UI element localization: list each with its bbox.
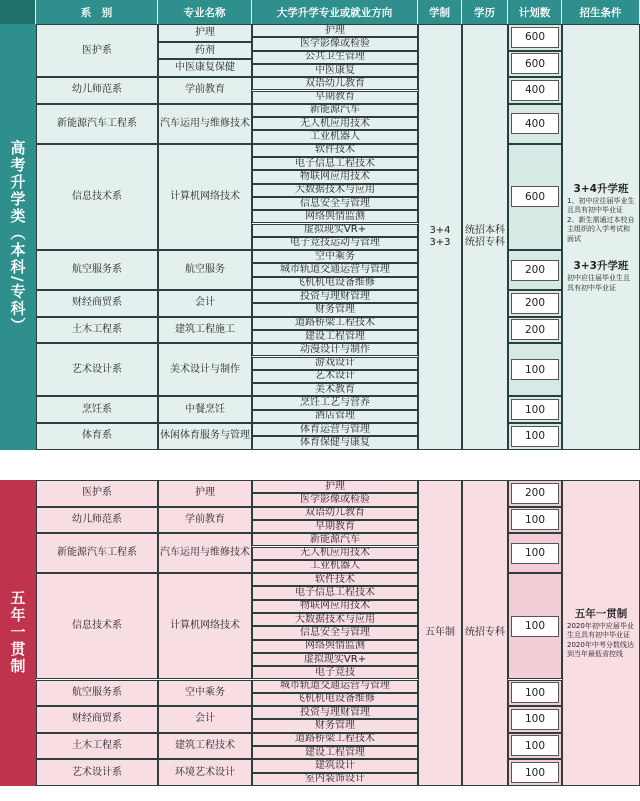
direction-cell: 工业机器人 xyxy=(252,560,418,573)
direction-cell: 体育保健与康复 xyxy=(252,436,418,449)
major-cell: 学前教育 xyxy=(158,507,252,534)
direction-cell: 医学影像或检验 xyxy=(252,37,418,50)
direction-cell: 无人机应用技术 xyxy=(252,547,418,560)
direction-cell: 信息安全与管理 xyxy=(252,626,418,639)
direction-cell: 美术教育 xyxy=(252,383,418,396)
direction-cell: 大数据技术与应用 xyxy=(252,613,418,626)
count-value: 100 xyxy=(511,543,559,564)
direction-cell: 建设工程管理 xyxy=(252,746,418,759)
count-cell xyxy=(508,343,562,396)
count-cell xyxy=(508,423,562,450)
direction-cell: 公共卫生管理 xyxy=(252,51,418,64)
major-cell: 药剂 xyxy=(158,42,252,60)
header-col-condition: 招生条件 xyxy=(562,0,640,24)
count-value: 600 xyxy=(511,53,559,74)
direction-cell: 医学影像或检验 xyxy=(252,493,418,506)
major-cell: 建筑工程施工 xyxy=(158,317,252,344)
direction-cell: 电子竞技运动与管理 xyxy=(252,237,418,250)
section-label: 高考升学类（本科/专科） xyxy=(0,24,36,450)
count-cell xyxy=(508,290,562,317)
count-cell xyxy=(508,573,562,679)
direction-cell: 动漫设计与制作 xyxy=(252,343,418,356)
condition-cell xyxy=(562,24,640,450)
dept-cell: 土木工程系 xyxy=(36,733,158,760)
major-cell: 汽车运用与维修技术 xyxy=(158,533,252,573)
major-cell: 空中乘务 xyxy=(158,680,252,707)
dept-cell: 新能源汽车工程系 xyxy=(36,533,158,573)
header-col-dept: 系 别 xyxy=(36,0,158,24)
direction-cell: 新能源汽车 xyxy=(252,104,418,117)
education-cell: 统招本科 统招专科 xyxy=(462,24,508,450)
dept-cell: 新能源汽车工程系 xyxy=(36,104,158,144)
dept-cell: 航空服务系 xyxy=(36,680,158,707)
direction-cell: 财务管理 xyxy=(252,303,418,316)
direction-cell: 飞机机电设备维修 xyxy=(252,693,418,706)
direction-cell: 无人机应用技术 xyxy=(252,117,418,130)
duration-cell: 五年制 xyxy=(418,480,462,786)
direction-cell: 城市轨道交通运营与管理 xyxy=(252,263,418,276)
direction-cell: 投资与理财管理 xyxy=(252,706,418,719)
condition-note: 1、初中应往届毕业生且具有初中毕业证 2、新生需通过本校自主组织的入学考试和面试 xyxy=(567,196,635,243)
count-cell xyxy=(508,396,562,423)
major-cell: 美术设计与制作 xyxy=(158,343,252,396)
count-cell xyxy=(508,144,562,250)
direction-cell: 软件技术 xyxy=(252,144,418,157)
count-value: 100 xyxy=(511,735,559,756)
major-cell: 环境艺术设计 xyxy=(158,759,252,786)
dept-cell: 财经商贸系 xyxy=(36,290,158,317)
direction-cell: 游戏设计 xyxy=(252,357,418,370)
count-cell xyxy=(508,104,562,144)
header-col-count: 计划数 xyxy=(508,0,562,24)
direction-cell: 电子信息工程技术 xyxy=(252,157,418,170)
count-value: 600 xyxy=(511,27,559,48)
direction-cell: 软件技术 xyxy=(252,573,418,586)
direction-cell: 物联网应用技术 xyxy=(252,600,418,613)
direction-cell: 道路桥梁工程技术 xyxy=(252,317,418,330)
direction-cell: 网络舆情监测 xyxy=(252,210,418,223)
direction-cell: 道路桥梁工程技术 xyxy=(252,733,418,746)
count-cell xyxy=(508,533,562,573)
direction-cell: 护理 xyxy=(252,24,418,37)
direction-cell: 投资与理财管理 xyxy=(252,290,418,303)
count-value: 100 xyxy=(511,359,559,380)
count-value: 100 xyxy=(511,399,559,420)
major-cell: 航空服务 xyxy=(158,250,252,290)
condition-title: 五年一贯制 xyxy=(574,607,628,620)
condition-note: 初中应往届毕业生且具有初中毕业证 xyxy=(567,274,630,292)
count-cell xyxy=(508,759,562,786)
direction-cell: 烹饪工艺与营养 xyxy=(252,396,418,409)
direction-cell: 空中乘务 xyxy=(252,250,418,263)
condition-title: 3+4升学班 xyxy=(573,182,629,195)
count-value: 100 xyxy=(511,426,559,447)
section-label: 五年一贯制 xyxy=(0,480,36,786)
major-cell: 计算机网络技术 xyxy=(158,144,252,250)
direction-cell: 大数据技术与应用 xyxy=(252,184,418,197)
direction-cell: 室内装饰设计 xyxy=(252,773,418,786)
direction-cell: 双语幼儿教育 xyxy=(252,507,418,520)
direction-cell: 酒店管理 xyxy=(252,410,418,423)
direction-cell: 飞机机电设备维修 xyxy=(252,277,418,290)
direction-cell: 艺术设计 xyxy=(252,370,418,383)
major-cell: 中医康复保健 xyxy=(158,59,252,77)
major-cell: 中餐烹饪 xyxy=(158,396,252,423)
duration-cell: 3+4 3+3 xyxy=(418,24,462,450)
count-cell xyxy=(508,51,562,78)
count-value: 100 xyxy=(511,682,559,703)
condition-cell xyxy=(562,480,640,786)
direction-cell: 电子竞技 xyxy=(252,666,418,679)
dept-cell: 信息技术系 xyxy=(36,144,158,250)
dept-cell: 信息技术系 xyxy=(36,573,158,679)
major-cell: 护理 xyxy=(158,480,252,507)
direction-cell: 新能源汽车 xyxy=(252,533,418,546)
dept-cell: 航空服务系 xyxy=(36,250,158,290)
direction-cell: 电子信息工程技术 xyxy=(252,586,418,599)
dept-cell: 体育系 xyxy=(36,423,158,450)
direction-cell: 网络舆情监测 xyxy=(252,640,418,653)
count-cell xyxy=(508,680,562,707)
direction-cell: 虚拟现实VR+ xyxy=(252,224,418,237)
count-cell xyxy=(508,733,562,760)
direction-cell: 双语幼儿教育 xyxy=(252,77,418,90)
dept-cell: 医护系 xyxy=(36,480,158,507)
direction-cell: 财务管理 xyxy=(252,719,418,732)
header-col-direction: 大学升学专业或就业方向 xyxy=(252,0,418,24)
major-cell: 会计 xyxy=(158,290,252,317)
count-cell xyxy=(508,24,562,51)
count-value: 600 xyxy=(511,186,559,207)
major-cell: 建筑工程技术 xyxy=(158,733,252,760)
direction-cell: 体育运营与管理 xyxy=(252,423,418,436)
dept-cell: 幼儿师范系 xyxy=(36,507,158,534)
count-value: 100 xyxy=(511,509,559,530)
major-cell: 学前教育 xyxy=(158,77,252,104)
major-cell: 计算机网络技术 xyxy=(158,573,252,679)
count-cell xyxy=(508,77,562,104)
dept-cell: 烹饪系 xyxy=(36,396,158,423)
count-value: 100 xyxy=(511,616,559,637)
count-value: 200 xyxy=(511,319,559,340)
direction-cell: 早期教育 xyxy=(252,520,418,533)
education-cell: 统招专科 xyxy=(462,480,508,786)
count-value: 100 xyxy=(511,762,559,783)
major-cell: 会计 xyxy=(158,706,252,733)
header-col-duration: 学制 xyxy=(418,0,462,24)
direction-cell: 虚拟现实VR+ xyxy=(252,653,418,666)
direction-cell: 工业机器人 xyxy=(252,130,418,143)
count-value: 400 xyxy=(511,113,559,134)
direction-cell: 护理 xyxy=(252,480,418,493)
direction-cell: 早期教育 xyxy=(252,91,418,104)
header-corner xyxy=(0,0,36,24)
direction-cell: 物联网应用技术 xyxy=(252,170,418,183)
direction-cell: 城市轨道交通运营与管理 xyxy=(252,680,418,693)
direction-cell: 信息安全与管理 xyxy=(252,197,418,210)
condition-title: 3+3升学班 xyxy=(573,260,629,273)
count-value: 100 xyxy=(511,709,559,730)
count-value: 200 xyxy=(511,483,559,504)
dept-cell: 医护系 xyxy=(36,24,158,77)
header-col-major: 专业名称 xyxy=(158,0,252,24)
count-value: 400 xyxy=(511,80,559,101)
dept-cell: 土木工程系 xyxy=(36,317,158,344)
direction-cell: 中医康复 xyxy=(252,64,418,77)
count-value: 200 xyxy=(511,260,559,281)
direction-cell: 建筑设计 xyxy=(252,759,418,772)
count-value: 200 xyxy=(511,293,559,314)
major-cell: 休闲体育服务与管理 xyxy=(158,423,252,450)
dept-cell: 财经商贸系 xyxy=(36,706,158,733)
count-cell xyxy=(508,507,562,534)
header-col-edu: 学历 xyxy=(462,0,508,24)
condition-note: 2020年初中应届毕业生且具有初中毕业证2020年中考分数线达到当年最低省控线 xyxy=(567,621,634,659)
major-cell: 汽车运用与维修技术 xyxy=(158,104,252,144)
major-cell: 护理 xyxy=(158,24,252,42)
count-cell xyxy=(508,250,562,290)
dept-cell: 幼儿师范系 xyxy=(36,77,158,104)
dept-cell: 艺术设计系 xyxy=(36,343,158,396)
count-cell xyxy=(508,480,562,507)
count-cell xyxy=(508,706,562,733)
dept-cell: 艺术设计系 xyxy=(36,759,158,786)
count-cell xyxy=(508,317,562,344)
direction-cell: 建设工程管理 xyxy=(252,330,418,343)
